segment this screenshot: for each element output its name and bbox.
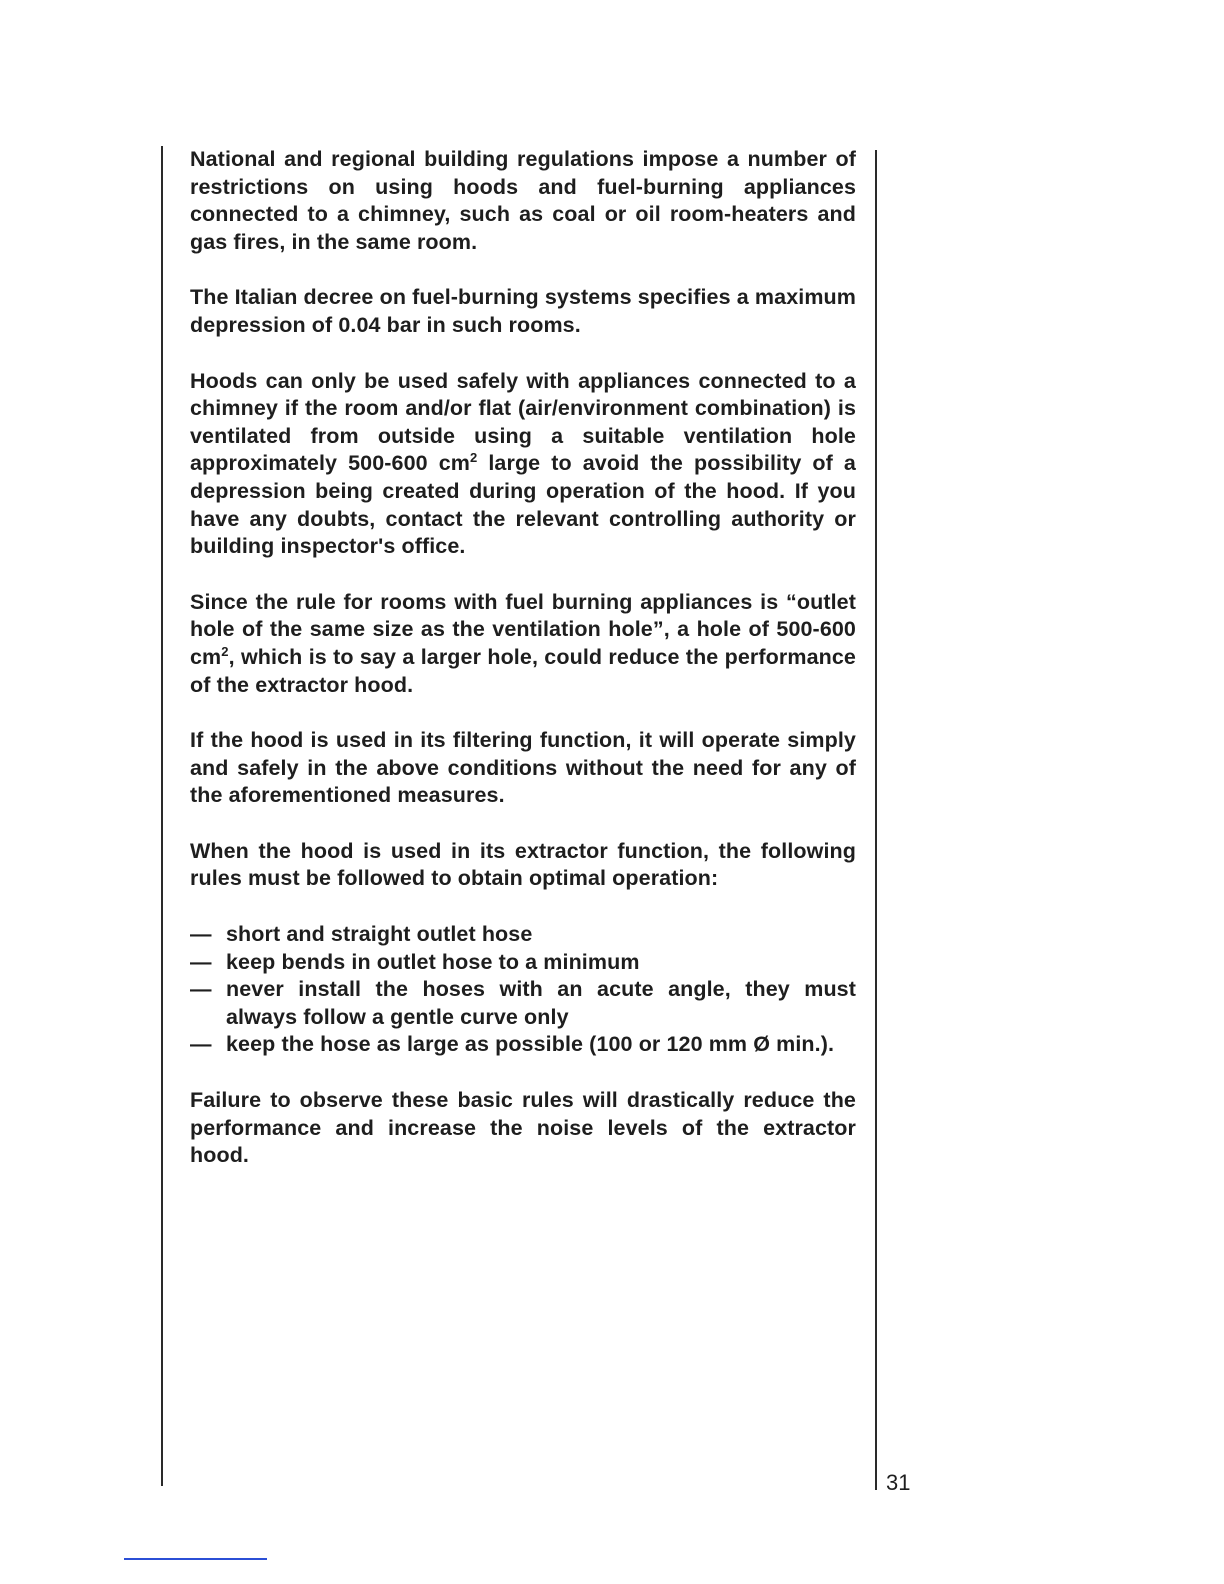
list-item-text: keep the hose as large as possible (100 or 120 mm Ø min.). bbox=[226, 1032, 835, 1057]
list-dash: — bbox=[190, 949, 212, 974]
paragraph-regulations: National and regional building regulations impose a number of restrictions on using hoods and fuel-burning appliances connected to a chimney, such as coal or oil room-heaters and gas fires, in the same room. bbox=[190, 147, 856, 254]
paragraph-closing: Failure to observe these basic rules will drastically reduce the performance and increase the noise levels of the extractor hood. bbox=[190, 1088, 856, 1168]
rules-list bbox=[190, 921, 856, 1059]
left-margin-rule bbox=[161, 146, 163, 1486]
list-item-text: short and straight outlet hose bbox=[226, 922, 533, 947]
list-item bbox=[190, 921, 856, 949]
page-body bbox=[190, 146, 856, 1198]
paragraph-ventilation bbox=[190, 368, 856, 561]
page-number: 31 bbox=[886, 1470, 911, 1495]
list-dash: — bbox=[190, 922, 212, 947]
paragraph-ventilation-text-a: Hoods can only be used safely with appliances connected to a chimney if the room and/or flat (air/environment combination) is ventilated from outside using a suitable ventilation hole approximately 500-600 cm bbox=[190, 368, 856, 476]
paragraph-filtering: If the hood is used in its filtering function, it will operate simply and safely in the above conditions without the need for any of the aforementioned measures. bbox=[190, 728, 856, 808]
superscript: 2 bbox=[221, 643, 229, 659]
paragraph-extractor: When the hood is used in its extractor function, the following rules must be followed to obtain optimal operation: bbox=[190, 838, 856, 891]
paragraph-italian-decree: The Italian decree on fuel-burning systems specifies a maximum depression of 0.04 bar in such rooms. bbox=[190, 285, 856, 337]
list-dash: — bbox=[190, 977, 212, 1002]
paragraph-outlet-rule-text-b: , which is to say a larger hole, could reduce the performance of the extractor hood. bbox=[190, 644, 856, 697]
footer-line bbox=[124, 1558, 267, 1560]
superscript: 2 bbox=[469, 450, 478, 466]
paragraph-outlet-rule bbox=[190, 589, 856, 699]
right-margin-rule bbox=[875, 150, 877, 1490]
list-item bbox=[190, 949, 856, 977]
list-item bbox=[190, 1031, 856, 1059]
list-dash: — bbox=[190, 1032, 212, 1057]
paragraph-ventilation-text-b: large to avoid the possibility of a depression being created during operation of the hood. If you have any doubts, contact the relevant controlling authority or building inspector's office. bbox=[190, 451, 856, 559]
paragraph-outlet-rule-text-a: Since the rule for rooms with fuel burning appliances is “outlet hole of the same size as the ventilation hole”, a hole of 500-600 cm bbox=[190, 589, 856, 669]
list-item-text: keep bends in outlet hose to a minimum bbox=[226, 949, 640, 974]
list-item bbox=[190, 976, 856, 1031]
list-item-text: never install the hoses with an acute angle, they must always follow a gentle curve only bbox=[226, 977, 856, 1029]
